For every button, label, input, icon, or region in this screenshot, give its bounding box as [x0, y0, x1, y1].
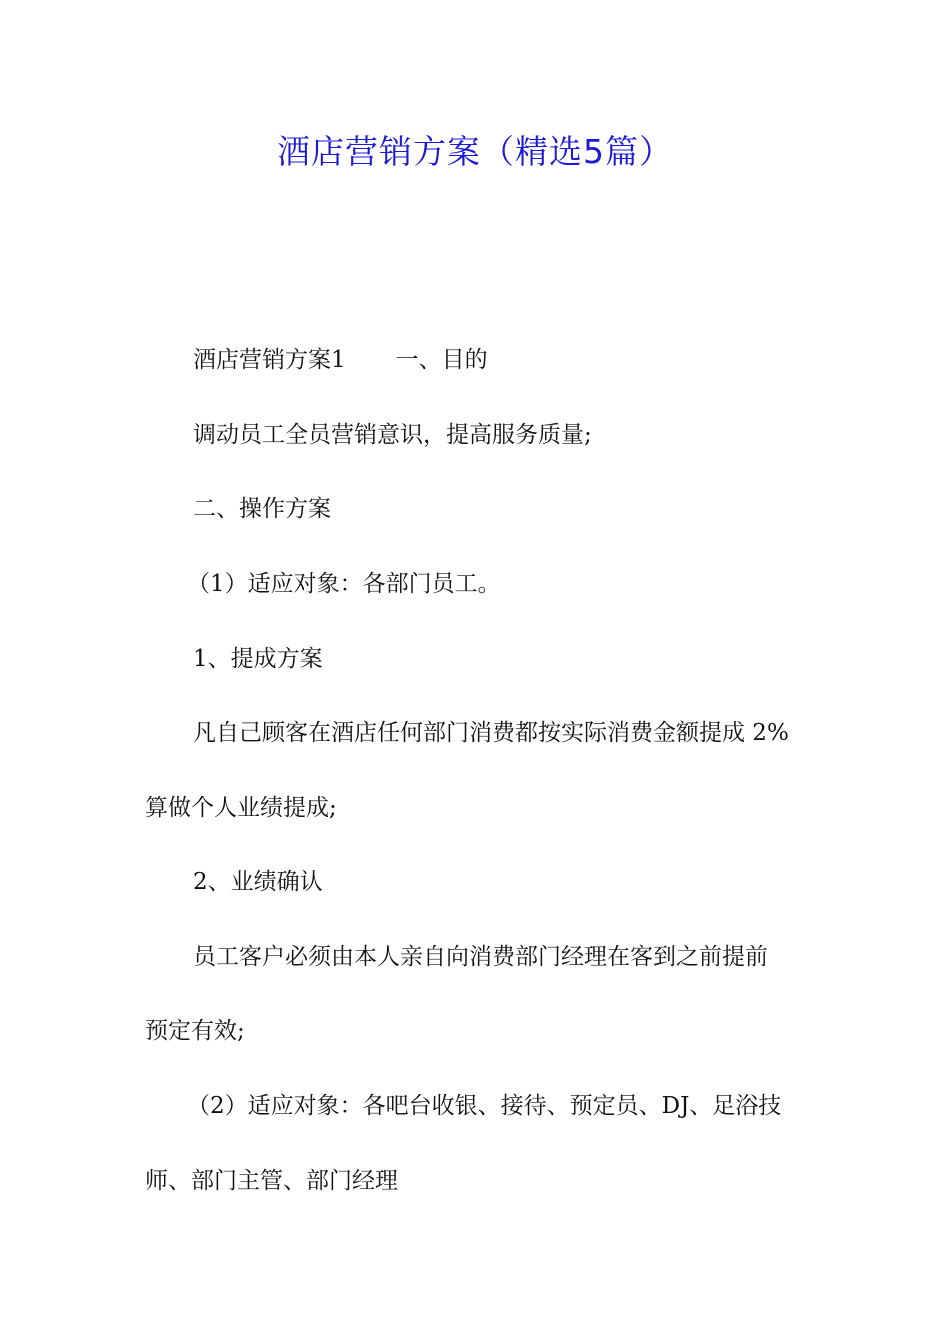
paragraph-line: 调动员工全员营销意识，提高服务质量;: [193, 422, 592, 448]
paragraph-line: （1）适应对象：各部门员工。: [187, 571, 501, 597]
paragraph-line: 师、部门主管、部门经理: [145, 1168, 398, 1194]
section-heading: 二、操作方案: [193, 496, 331, 522]
subsection-heading: 2、业绩确认: [193, 869, 323, 895]
paragraph-line: 凡自己顾客在酒店任何部门消费都按实际消费金额提成 2%: [193, 720, 789, 746]
document-title: 酒店营销方案（精选5篇）: [277, 132, 673, 171]
section-heading: 酒店营销方案1: [193, 347, 346, 373]
paragraph-line: 算做个人业绩提成;: [145, 795, 337, 821]
paragraph-line: [193, 343, 488, 377]
paragraph-line: （2）适应对象：各吧台收银、接待、预定员、DJ、足浴技: [187, 1093, 782, 1119]
paragraph-line: 预定有效;: [145, 1018, 245, 1044]
paragraph-line: 员工客户必须由本人亲自向消费部门经理在客到之前提前: [193, 944, 768, 970]
subsection-heading: 1、提成方案: [193, 646, 323, 672]
subsection-heading: 一、目的: [395, 347, 488, 373]
